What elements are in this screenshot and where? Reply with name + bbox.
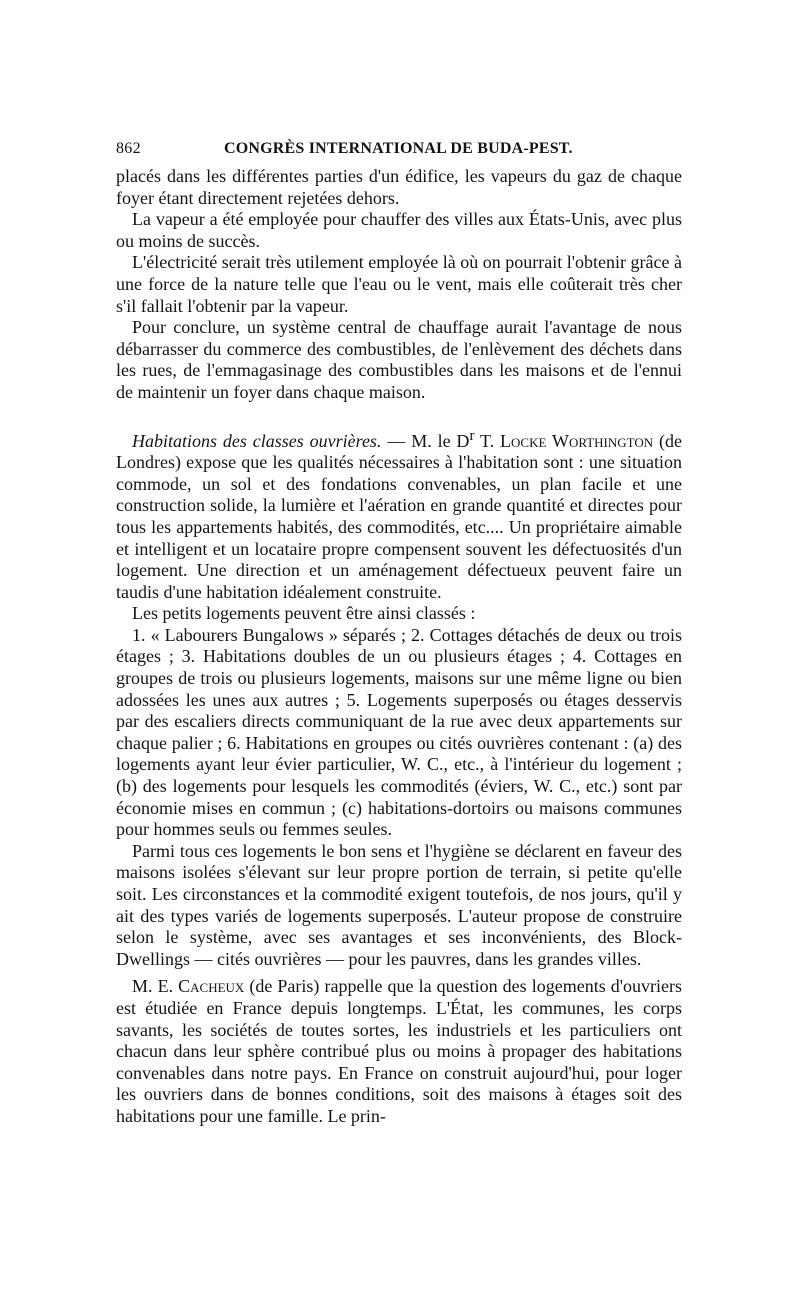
page-number: 862	[116, 140, 141, 157]
speaker-name: T. Locke Worthington	[474, 430, 654, 451]
speaker-title-superscript: r	[469, 427, 475, 444]
paragraph-4: Pour conclure, un système central de chauffage aurait l'avantage de nous débarrasser du commerce des combustibles, de l'enlèvement des déchets dans les rues, de l'emmagasinage des combustibles dans les maisons et de l'ennui de maintenir un foyer dans chaque maison.	[116, 317, 682, 402]
paragraph-cacheux	[116, 976, 682, 1127]
paragraph-cacheux-text: (de Paris) rappelle que la question des logements d'ouvriers est étudiée en France depuis longtemps. L'État, les communes, les corps savants, les sociétés de toutes sortes, les industriels et les particuliers ont chacun dans leur sphère contribué plus ou moins à propager des habitations convenables dans notre pays. En France on construit aujourd'hui, pour loger les ouvriers dans de bonnes conditions, soit des maisons à étages soit des habitations pour une famille. Le prin-	[116, 976, 683, 1126]
speaker-prefix: — M. le D	[381, 430, 470, 451]
speaker-name-cacheux: Cacheux	[178, 976, 245, 997]
paragraph-1: placés dans les différentes parties d'un édifice, les vapeurs du gaz de chaque foyer étant directement rejetées dehors.	[116, 166, 682, 208]
running-title: CONGRÈS INTERNATIONAL DE BUDA-PEST.	[224, 140, 573, 157]
paragraph-3: L'électricité serait très utilement employée là où on pourrait l'obtenir grâce à une force de la nature telle que l'eau ou le vent, mais elle coûterait très cher s'il fallait l'obtenir par la vapeur.	[116, 252, 682, 316]
paragraph-2: La vapeur a été employée pour chauffer des villes aux États-Unis, avec plus ou moins de succès.	[116, 209, 682, 251]
paragraph-classification-intro: Les petits logements peuvent être ainsi classés :	[132, 603, 476, 624]
paragraph-habitations-text: (de Londres) expose que les qualités nécessaires à l'habitation sont : une situation commode, un sol et des fondations convenables, un plan facile et une construction solide, la lumière et l'aération en grande quantité et directes pour tous les appartements habités, des commodités, etc.... Un propriétaire aimable et intelligent et un locataire propre compensent souvent les défectuosités d'un logement. Une direction et un aménagement défectueux peuvent faire un taudis d'une habitation idéalement construite.	[116, 430, 682, 602]
paragraph-classification-list: 1. « Labourers Bungalows » séparés ; 2. Cottages détachés de deux ou trois étages ; 3. Habitations doubles de un ou plusieurs étages ; 4. Cottages en groupes de trois ou plusieurs logements, maisons sur une même ligne ou bien adossées les unes aux autres ; 5. Logements superposés ou étages desservis par des escaliers directs communiquant de la rue avec deux appartements sur chaque palier ; 6. Habitations en groupes ou cités ouvrières contenant : (a) des logements ayant leur évier particulier, W. C., etc., à l'intérieur du logement ; (b) des logements pour lesquels les commodités (éviers, W. C., etc.) sont par économie mises en commun ; (c) habitations-dortoirs ou maisons communes pour hommes seuls ou femmes seules.	[116, 624, 682, 840]
paragraph-conclusion: Parmi tous ces logements le bon sens et l'hygiène se déclarent en faveur des maisons isolées s'élevant sur leur propre portion de terrain, si petite qu'elle soit. Les circonstances et la commodité exigent toutefois, de nos jours, qu'il y ait des types variés de logements superposés. L'auteur propose de construire selon le système, avec ses avantages et ses inconvénients, des Block-Dwellings — cités ouvrières — pour les pauvres, dans les grandes villes.	[116, 840, 682, 969]
section-heading: Habitations des classes ouvrières.	[132, 430, 382, 451]
document-page	[116, 140, 682, 1128]
running-header	[116, 140, 682, 166]
paragraph-habitations	[116, 426, 682, 604]
section-gap	[116, 404, 682, 426]
speaker-initials: M. E.	[132, 976, 179, 997]
